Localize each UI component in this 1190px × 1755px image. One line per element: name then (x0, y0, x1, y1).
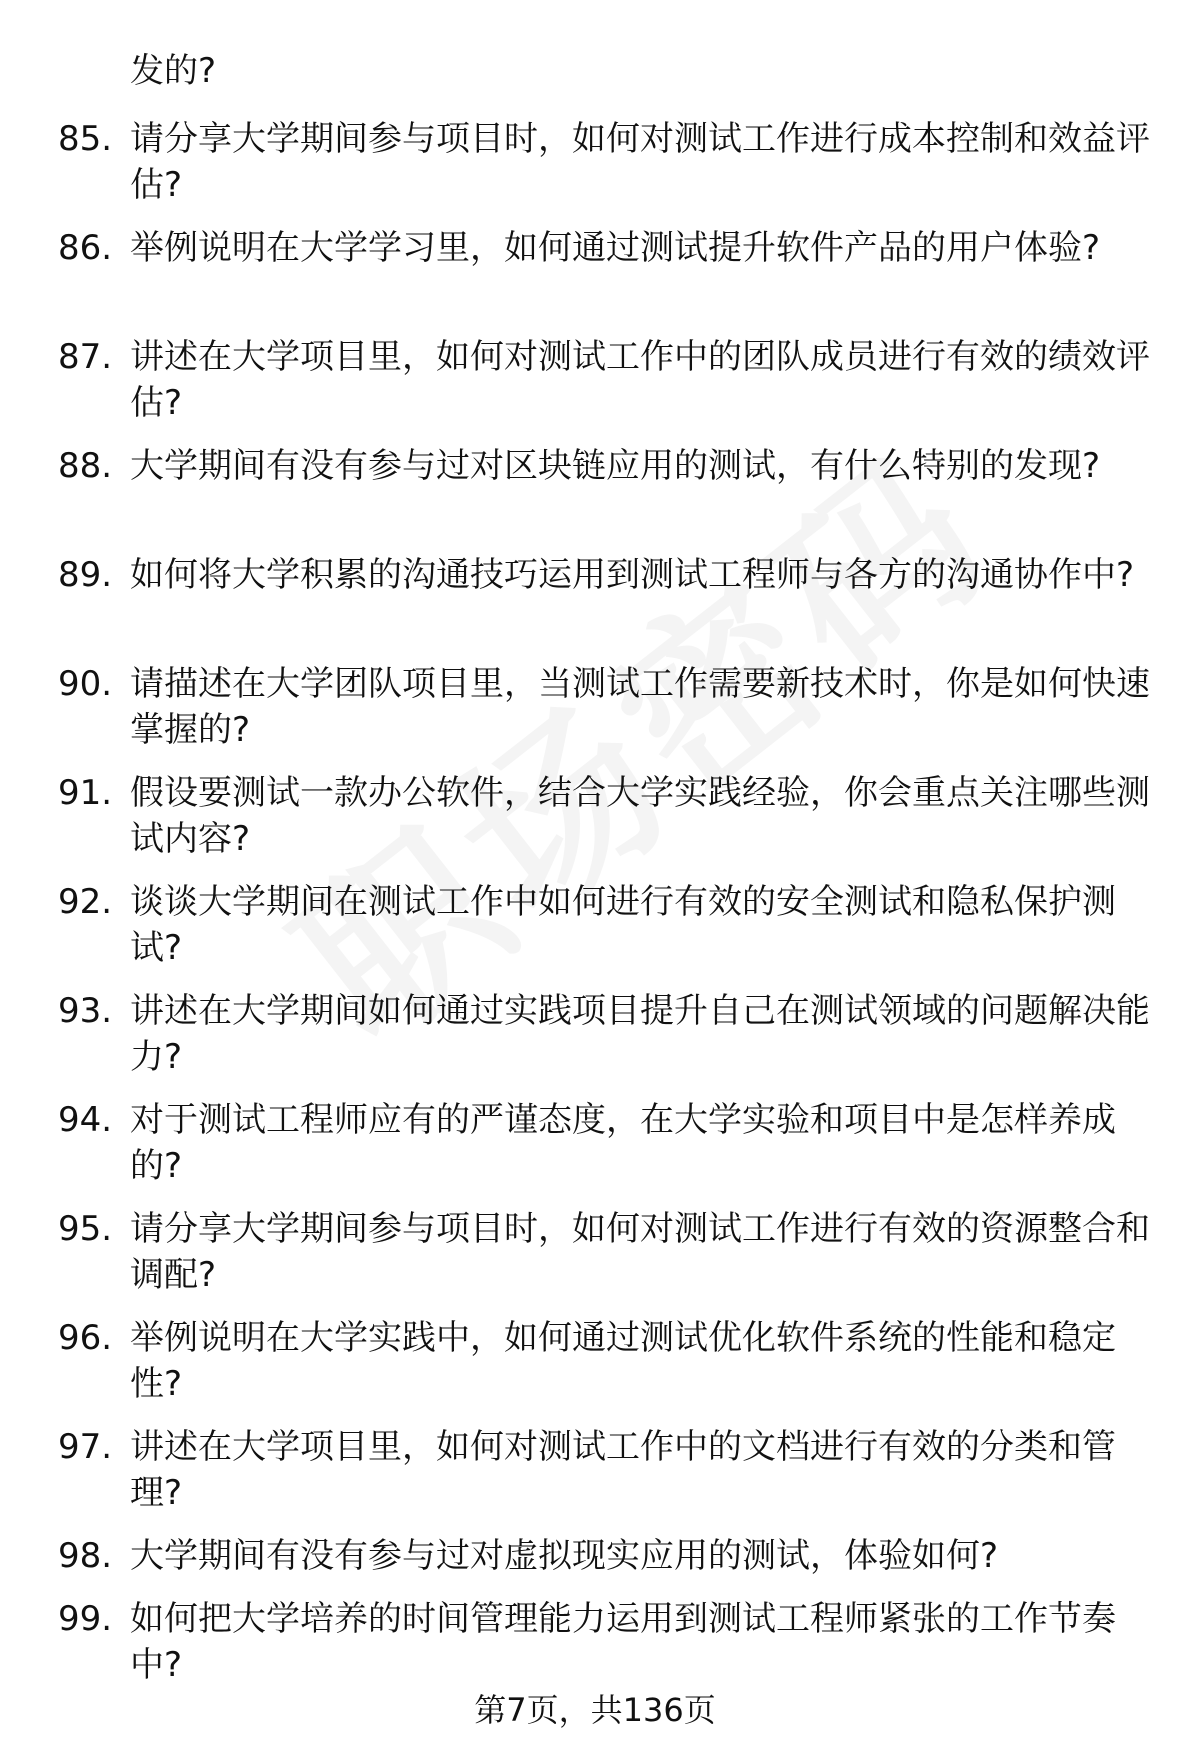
question-number: 96. (58, 1318, 113, 1358)
question-number: 93. (58, 991, 113, 1031)
question-text: 如何把大学培养的时间管理能力运用到测试工程师紧张的工作节奏中? (130, 1599, 1116, 1685)
question-number: 88. (58, 446, 113, 486)
question-number: 94. (58, 1100, 113, 1140)
list-item (0, 225, 1190, 317)
list-item (0, 988, 1190, 1080)
list-item (0, 1596, 1190, 1688)
continued-question-text: 发的? (130, 51, 217, 91)
question-number: 97. (58, 1427, 113, 1467)
list-item (0, 116, 1190, 208)
question-text: 讲述在大学项目里，如何对测试工作中的文档进行有效的分类和管理? (130, 1427, 1116, 1513)
question-text: 举例说明在大学学习里，如何通过测试提升软件产品的用户体验? (130, 228, 1101, 268)
question-list (0, 116, 1190, 1705)
question-number: 91. (58, 773, 113, 813)
question-text: 举例说明在大学实践中，如何通过测试优化软件系统的性能和稳定性? (130, 1318, 1116, 1404)
list-item (0, 1533, 1190, 1579)
page-footer: 第7页，共136页 (474, 1691, 716, 1729)
question-text: 对于测试工程师应有的严谨态度，在大学实验和项目中是怎样养成的? (130, 1100, 1116, 1186)
question-text: 大学期间有没有参与过对区块链应用的测试，有什么特别的发现? (130, 446, 1101, 486)
list-item (0, 1206, 1190, 1298)
question-number: 87. (58, 337, 113, 377)
question-number: 99. (58, 1599, 113, 1639)
list-item (0, 1315, 1190, 1407)
list-item (0, 879, 1190, 971)
list-item (0, 1424, 1190, 1516)
question-number: 95. (58, 1209, 113, 1249)
list-item (0, 334, 1190, 426)
list-item (0, 443, 1190, 535)
question-number: 85. (58, 119, 113, 159)
question-text: 讲述在大学项目里，如何对测试工作中的团队成员进行有效的绩效评估? (130, 337, 1150, 423)
question-text: 大学期间有没有参与过对虚拟现实应用的测试，体验如何? (130, 1536, 999, 1576)
question-text: 请分享大学期间参与项目时，如何对测试工作进行成本控制和效益评估? (130, 119, 1150, 205)
question-number: 98. (58, 1536, 113, 1576)
list-item (0, 770, 1190, 862)
question-text: 讲述在大学期间如何通过实践项目提升自己在测试领域的问题解决能力? (130, 991, 1150, 1077)
question-number: 92. (58, 882, 113, 922)
question-number: 86. (58, 228, 113, 268)
list-item (0, 1097, 1190, 1189)
question-text: 如何将大学积累的沟通技巧运用到测试工程师与各方的沟通协作中? (130, 555, 1135, 595)
question-text: 请描述在大学团队项目里，当测试工作需要新技术时，你是如何快速掌握的? (130, 664, 1150, 750)
question-number: 89. (58, 555, 113, 595)
list-item (0, 661, 1190, 753)
question-text: 请分享大学期间参与项目时，如何对测试工作进行有效的资源整合和调配? (130, 1209, 1150, 1295)
question-text: 假设要测试一款办公软件，结合大学实践经验，你会重点关注哪些测试内容? (130, 773, 1150, 859)
list-item (0, 552, 1190, 644)
question-number: 90. (58, 664, 113, 704)
question-text: 谈谈大学期间在测试工作中如何进行有效的安全测试和隐私保护测试? (130, 882, 1116, 968)
